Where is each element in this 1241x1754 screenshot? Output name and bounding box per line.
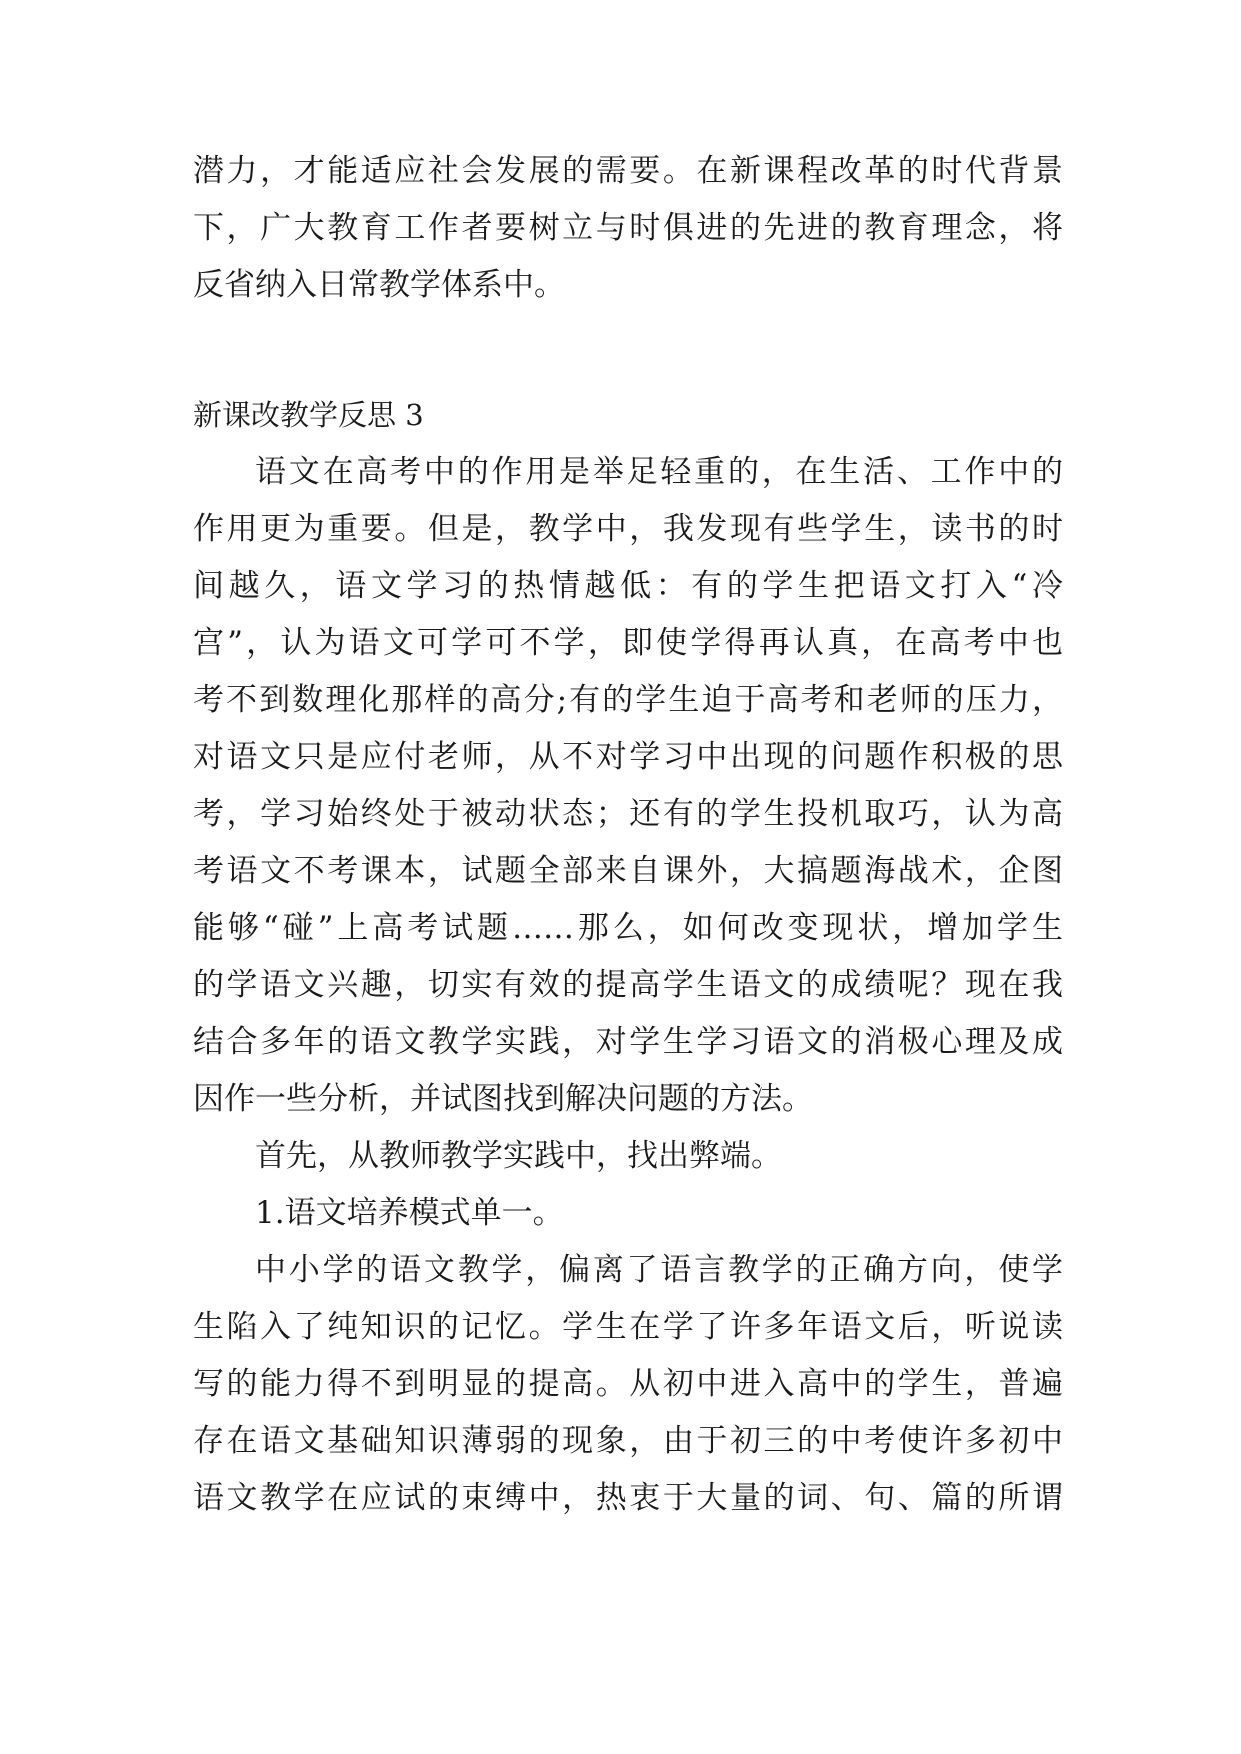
intro-line-2: 下，广大教育工作者要树立与时俱进的先进的教育理念，将 [193,210,1063,246]
body-line-2: 作用更为重要。但是，教学中，我发现有些学生，读书的时 [193,511,1063,547]
body-line-5: 考不到数理化那样的高分;有的学生迫于高考和老师的压力， [193,682,1063,718]
body-line-16: 生陷入了纯知识的记忆。学生在学了许多年语文后，听说读 [193,1309,1063,1345]
section-title: 新课改教学反思 3 [193,398,424,432]
body-line-13: 首先，从教师教学实践中，找出弊端。 [255,1138,782,1174]
intro-line-1: 潜力，才能适应社会发展的需要。在新课程改革的时代背景 [193,153,1063,189]
body-line-17: 写的能力得不到明显的提高。从初中进入高中的学生，普遍 [193,1366,1063,1402]
body-line-10: 的学语文兴趣，切实有效的提高学生语文的成绩呢？现在我 [193,967,1063,1003]
body-line-4: 宫”，认为语文可学可不学，即使学得再认真，在高考中也 [193,625,1063,661]
body-line-11: 结合多年的语文教学实践，对学生学习语文的消极心理及成 [193,1024,1063,1060]
body-line-6: 对语文只是应付老师，从不对学习中出现的问题作积极的思 [193,739,1063,775]
body-line-19: 语文教学在应试的束缚中，热衷于大量的词、句、篇的所谓 [193,1480,1063,1516]
intro-line-3: 反省纳入日常教学体系中。 [193,267,565,303]
body-line-7: 考，学习始终处于被动状态；还有的学生投机取巧，认为高 [193,796,1063,832]
body-line-12: 因作一些分析，并试图找到解决问题的方法。 [193,1081,813,1117]
body-line-8: 考语文不考课本，试题全部来自课外，大搞题海战术，企图 [193,853,1063,889]
body-line-9: 能够“碰”上高考试题……那么，如何改变现状，增加学生 [193,910,1063,946]
body-line-18: 存在语文基础知识薄弱的现象，由于初三的中考使许多初中 [193,1423,1063,1459]
body-line-3: 间越久，语文学习的热情越低：有的学生把语文打入“冷 [193,568,1063,604]
numbered-item-1: 1.语文培养模式单一。 [255,1195,564,1231]
body-line-15: 中小学的语文教学，偏离了语言教学的正确方向，使学 [255,1252,1063,1288]
body-line-1: 语文在高考中的作用是举足轻重的，在生活、工作中的 [255,454,1063,490]
